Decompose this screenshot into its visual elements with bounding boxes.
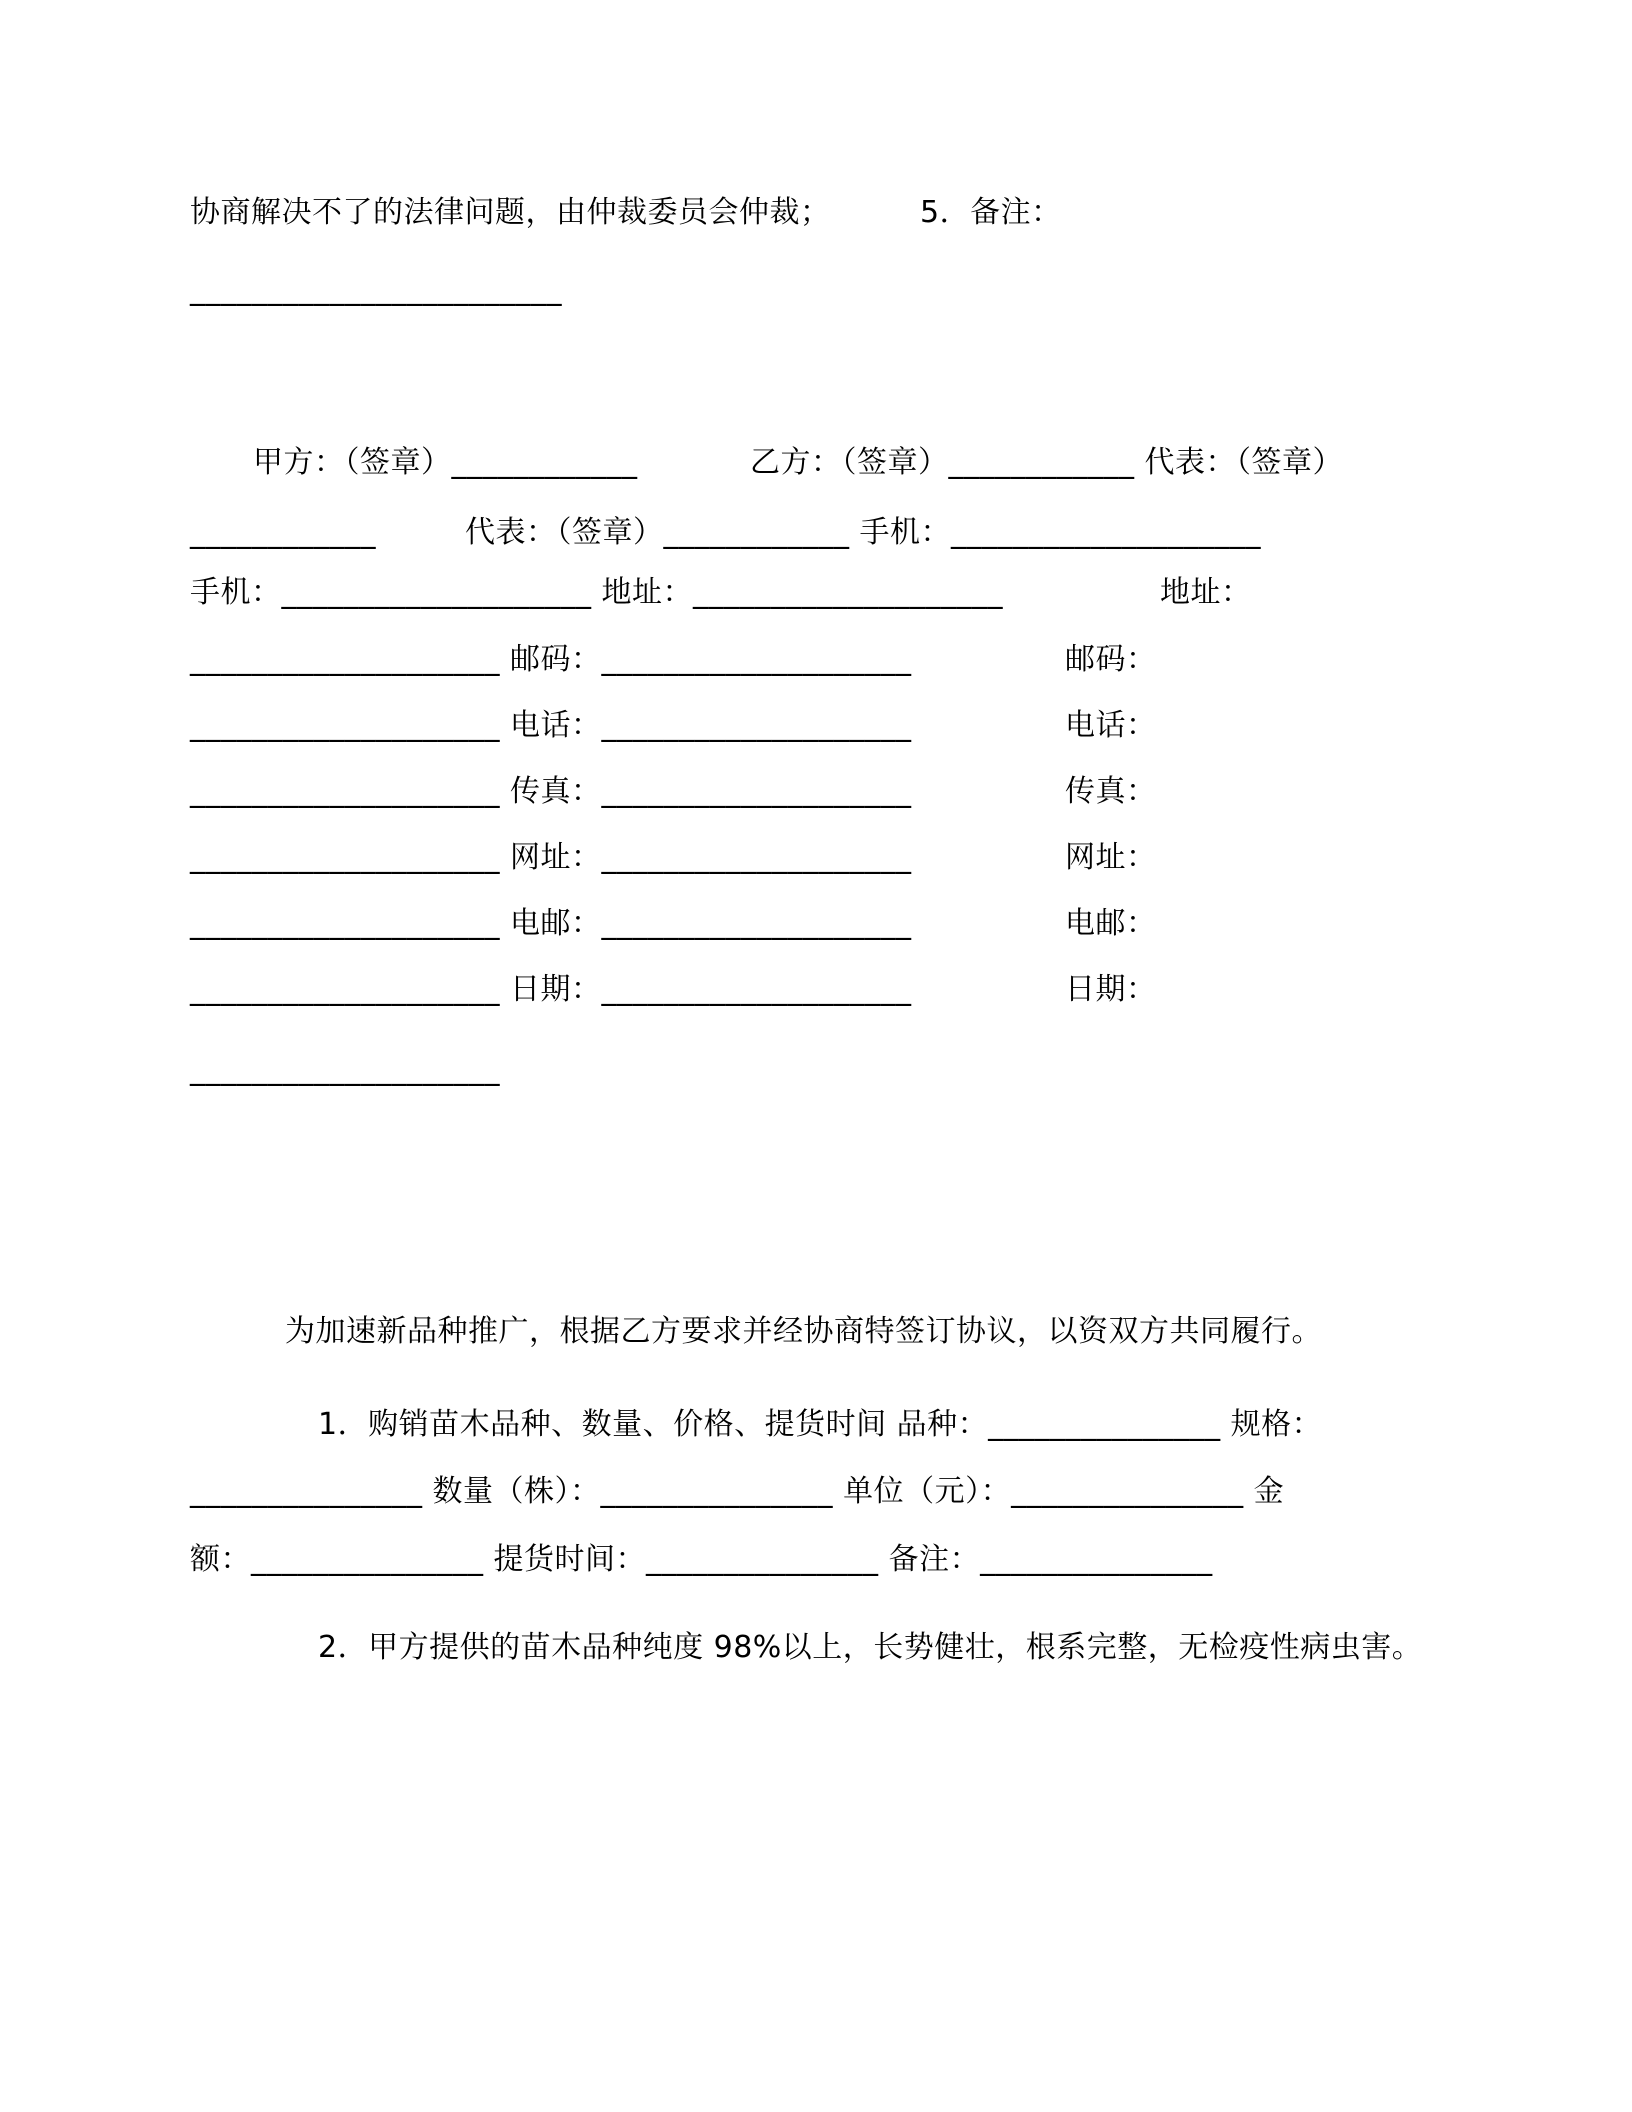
item-1-line-3 [190, 1540, 1213, 1580]
info-row-right: 电邮： [1065, 906, 1157, 941]
info-row-fax [190, 772, 912, 812]
info-row-date-right [1065, 970, 1157, 1010]
clause-text [190, 193, 831, 233]
final-blank-line: ____________________ [190, 1052, 500, 1087]
info-row-date [190, 970, 912, 1010]
item-2-text: 2．甲方提供的苗木品种纯度 98%以上，长势健壮，根系完整，无检疫性病虫害。 [318, 1630, 1423, 1665]
info-row-left: ____________________ 电邮：____________________ [190, 906, 912, 941]
final-blank [190, 1050, 500, 1090]
rep-a-blank-text: ____________ [190, 515, 376, 550]
info-row-fax-right [1065, 772, 1157, 812]
item-2 [318, 1628, 1422, 1668]
agreement-intro [285, 1312, 1322, 1352]
party-b-signature-text: 乙方：（签章）____________ 代表：（签章） [750, 445, 1344, 480]
agreement-intro-text: 为加速新品种推广，根据乙方要求并经协商特签订协议，以资双方共同履行。 [285, 1314, 1322, 1349]
info-row-right: 传真： [1065, 774, 1157, 809]
info-row-website [190, 838, 912, 878]
item-1-line-2 [190, 1472, 1284, 1512]
address-b-label [1160, 573, 1252, 613]
info-row-email-right [1065, 904, 1157, 944]
info-row-left: ____________________ 传真：____________________ [190, 774, 912, 809]
remarks-blank-line: ________________________ [190, 272, 562, 307]
address-b-text: 地址： [1160, 575, 1252, 610]
info-row-left: ____________________ 日期：____________________ [190, 972, 912, 1007]
item-1-line-3-text: 额：_______________ 提货时间：_______________ 备注：_______________ [190, 1542, 1213, 1577]
clause-arbitration: 协商解决不了的法律问题，由仲裁委员会仲裁； [190, 195, 831, 230]
remarks-heading [920, 193, 1062, 233]
remarks-blank [190, 270, 562, 310]
phone-address-text: 手机：____________________ 地址：____________________ [190, 575, 1004, 610]
phone-address-row [190, 573, 1003, 613]
info-row-right: 网址： [1065, 840, 1157, 875]
info-row-right: 邮码： [1065, 642, 1157, 677]
party-b-signature [750, 443, 1343, 483]
rep-b-signature-text: 代表：（签章）____________ 手机：____________________ [465, 515, 1262, 550]
party-a-signature [253, 443, 638, 483]
rep-a-blank [190, 513, 376, 553]
item-1-line-2-text: _______________ 数量（株）：_______________ 单位（元）：_______________ 金 [190, 1474, 1285, 1509]
info-row-phone [190, 706, 912, 746]
info-row-phone-right [1065, 706, 1157, 746]
info-row-right: 日期： [1065, 972, 1157, 1007]
info-row-right: 电话： [1065, 708, 1157, 743]
info-row-website-right [1065, 838, 1157, 878]
party-a-signature-text: 甲方：（签章）____________ [253, 445, 638, 480]
item-1-line-1 [318, 1405, 1322, 1445]
info-row-left: ____________________ 电话：____________________ [190, 708, 912, 743]
item-1-line-1-text: 1．购销苗木品种、数量、价格、提货时间 品种：_______________ 规格： [318, 1407, 1323, 1442]
info-row-postcode-right [1065, 640, 1157, 680]
remarks-label: 5．备注： [920, 195, 1062, 230]
info-row-email [190, 904, 912, 944]
info-row-left: ____________________ 网址：____________________ [190, 840, 912, 875]
info-row-left: ____________________ 邮码：____________________ [190, 642, 912, 677]
rep-b-signature [465, 513, 1261, 553]
info-row-postcode [190, 640, 912, 680]
